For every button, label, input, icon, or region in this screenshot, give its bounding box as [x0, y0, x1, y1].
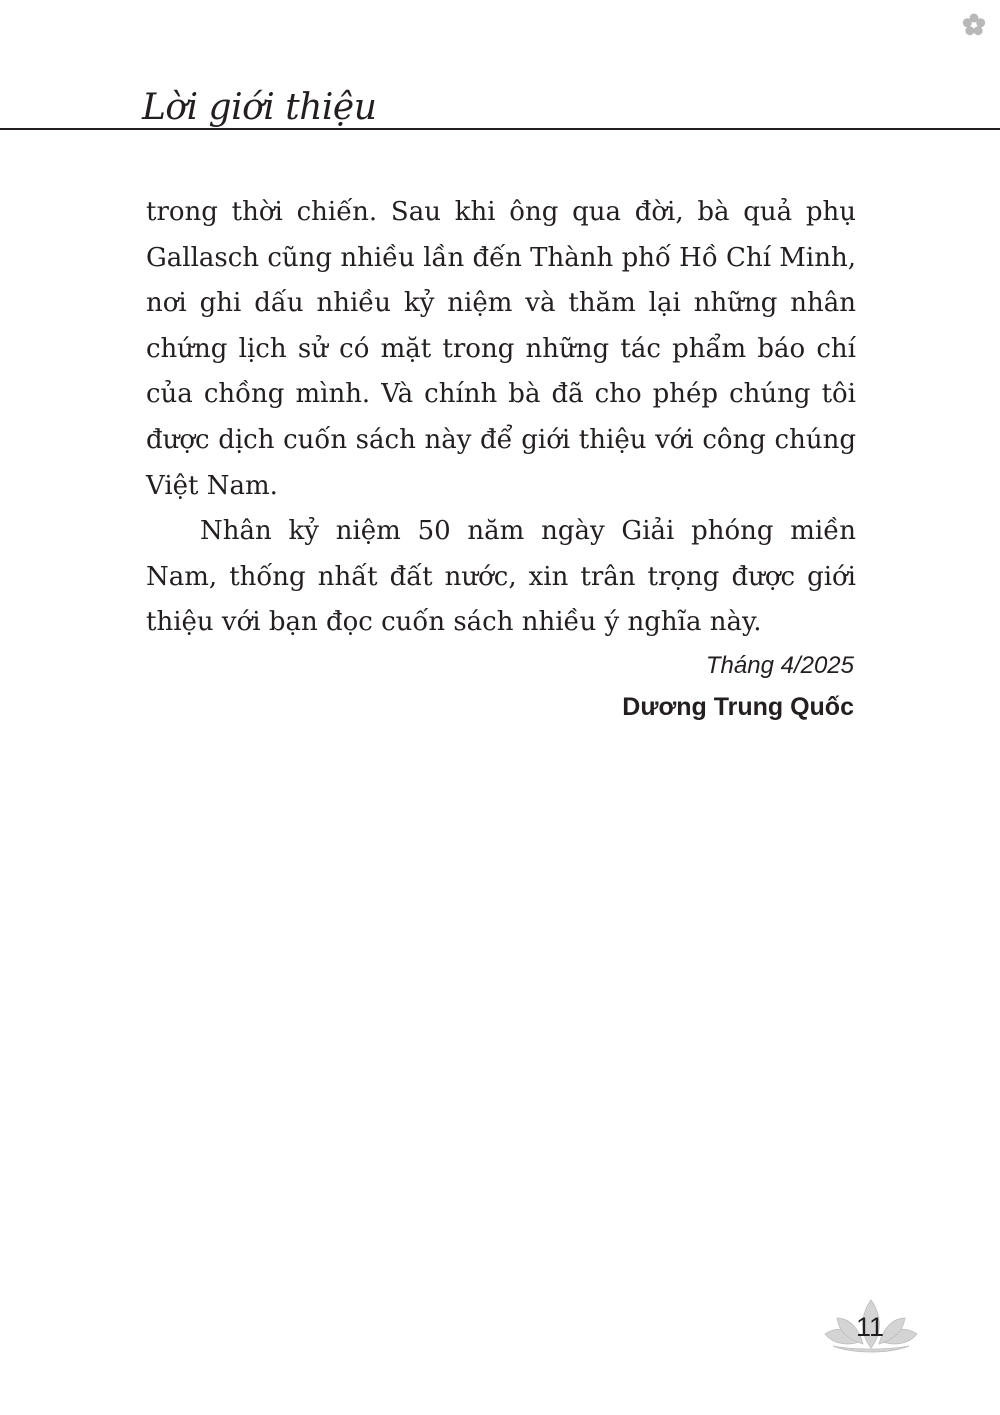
paragraph-continued: trong thời chiến. Sau khi ông qua đời, bà quả phụ Gallasch cũng nhiều lần đến Thành phố Hồ Chí Minh, nơi ghi dấu nhiều kỷ niệm và thăm lại những nhân chứng lịch sử có mặt trong những tác phẩm báo chí của chồng mình. Và chính bà đã cho phép chúng tôi được dịch cuốn sách này để giới thiệu với công chúng Việt Nam.	[146, 197, 856, 501]
signature-name: Dương Trung Quốc	[622, 693, 854, 721]
signature-date: Tháng 4/2025	[705, 652, 854, 679]
body-text	[146, 190, 856, 646]
page-header-title: Lời giới thiệu	[142, 87, 377, 128]
page-number: 11	[855, 1312, 885, 1342]
paragraph-closing: Nhân kỷ niệm 50 năm ngày Giải phóng miền Nam, thống nhất đất nước, xin trân trọng được giới thiệu với bạn đọc cuốn sách nhiều ý nghĩa này.	[146, 516, 856, 638]
header-divider	[0, 128, 1000, 130]
flower-icon	[961, 12, 987, 38]
